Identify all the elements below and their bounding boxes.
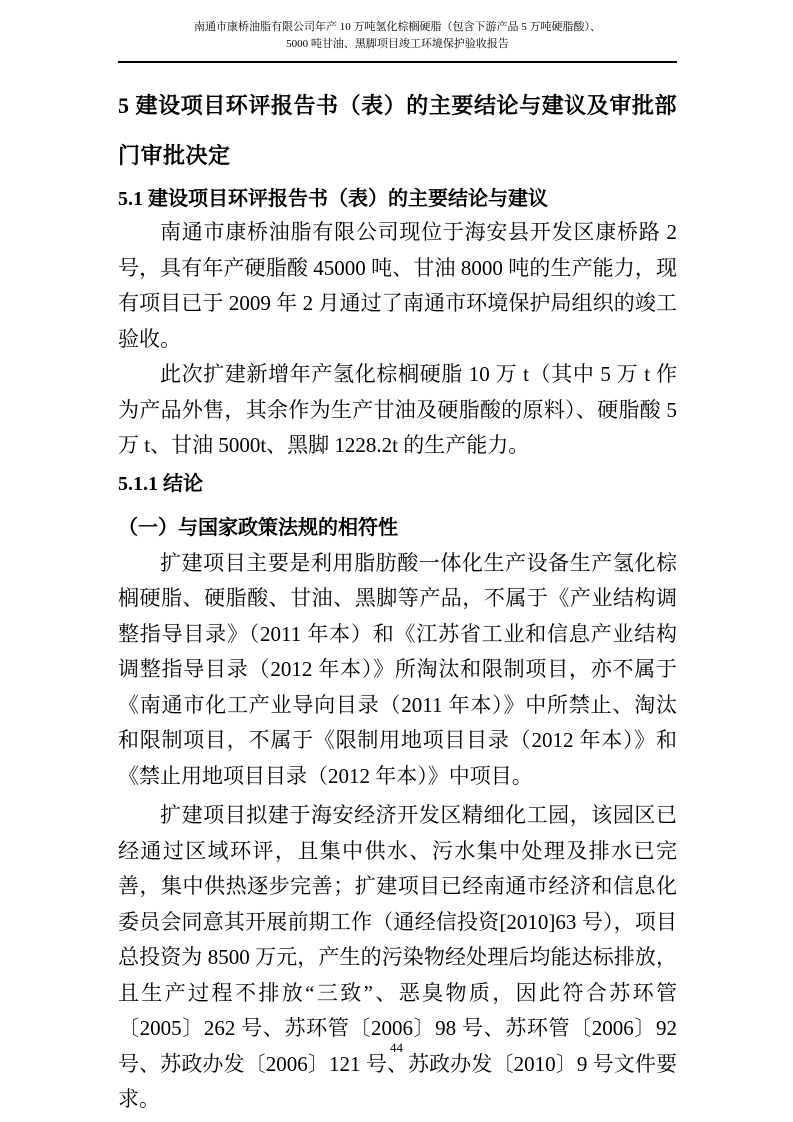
section-5-1-1-heading: 5.1.1 结论 — [118, 472, 203, 495]
paragraph-expansion-capacity: 此次扩建新增年产氢化棕榈硬脂 10 万 t（其中 5 万 t 作为产品外售，其余作为生产甘油及硬脂酸的原料）、硬脂酸 5 万 t、甘油 5000t、黑脚 1228.2t 的生产能力。 — [118, 362, 677, 457]
page-number: 44 — [390, 1040, 403, 1055]
paragraph-park-approval: 扩建项目拟建于海安经济开发区精细化工园，该园区已经通过区域环评，且集中供水、污水集中处理及排水已完善，集中供热逐步完善；扩建项目已经南通市经济和信息化委员会同意其开展前期工作（通经信投资[2010]63 号），项目总投资为 8500 万元，产生的污染物经处理后均能达标排放，且生产过程不排放“三致”、恶臭物质，因此符合苏环管〔2005〕262 号、苏环管〔2006〕98 号、苏环管〔2006〕92 号、苏政办发〔2006〕121 号、苏政办发〔2010〕9 号文件要求。 — [118, 803, 677, 1111]
running-header — [118, 0, 677, 53]
section-5-1-heading: 5.1 建设项目环评报告书（表）的主要结论与建议 — [118, 188, 548, 210]
running-header-line2: 5000 吨甘油、黑脚项目竣工环境保护验收报告 — [286, 38, 509, 50]
paragraph-company-intro: 南通市康桥油脂有限公司现位于海安县开发区康桥路 2 号，具有年产硬脂酸 45000 吨、甘油 8000 吨的生产能力，现有项目已于 2009 年 2 月通过了南通市环境保护局组织的竣工验收。 — [118, 220, 677, 351]
subsection-1-heading: （一）与国家政策法规的相符性 — [118, 516, 398, 539]
paragraph-policy-compliance: 扩建项目主要是利用脂肪酸一体化生产设备生产氢化棕榈硬脂、硬脂酸、甘油、黑脚等产品，不属于《产业结构调整指导目录》（2011 年本）和《江苏省工业和信息产业结构调整指导目录（2012 年本）》所淘汰和限制项目，亦不属于《南通市化工产业导向目录（2011 年本）》中所禁止、淘汰和限制项目，不属于《限制用地项目目录（2012 年本）》和《禁止用地项目目录（2012 年本）》中项目。 — [118, 550, 677, 788]
running-header-line1: 南通市康桥油脂有限公司年产 10 万吨氢化棕榈硬脂（包含下游产品 5 万吨硬脂酸）、 — [194, 21, 601, 33]
chapter-title: 5 建设项目环评报告书（表）的主要结论与建议及审批部门审批决定 — [118, 93, 677, 168]
header-rule — [118, 61, 677, 63]
